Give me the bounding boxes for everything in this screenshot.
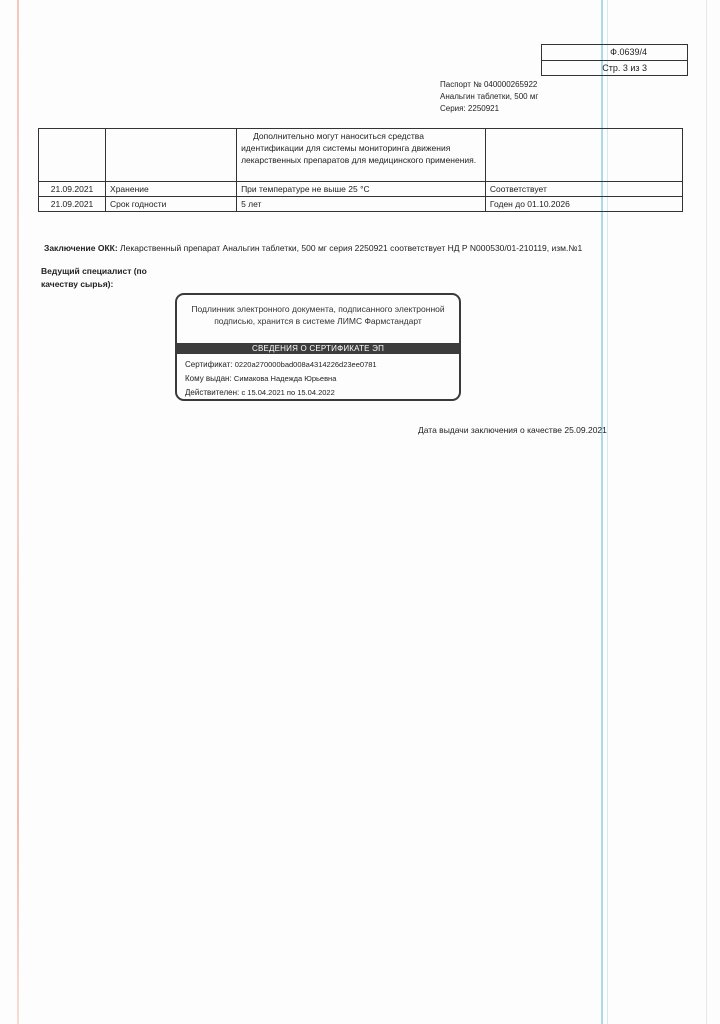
stamp-title: СВЕДЕНИЯ О СЕРТИФИКАТЕ ЭП: [177, 343, 459, 354]
specialist-label: Ведущий специалист (по качеству сырья):: [41, 266, 147, 289]
conclusion-label: Заключение ОКК:: [44, 243, 118, 253]
certificate-label: Сертификат:: [185, 360, 233, 369]
table-row: [39, 129, 683, 182]
issued-to-line: [185, 372, 377, 386]
row-date: 21.09.2021: [39, 182, 106, 197]
passport-number: Паспорт № 040000265922: [440, 80, 538, 89]
form-code: Ф.0639/4: [542, 45, 687, 61]
certificate-line: [185, 358, 377, 372]
form-code-box: [541, 44, 688, 76]
series-number: Серия: 2250921: [440, 104, 500, 113]
stamp-details: [185, 358, 377, 400]
certificate-value: 0220a270000bad008a4314226d23ee0781: [234, 360, 377, 369]
row-requirement: 5 лет: [237, 197, 486, 212]
page-number: Стр. 3 из 3: [602, 63, 647, 73]
table-row: [39, 197, 683, 212]
row-test: Хранение: [106, 182, 237, 197]
scan-artifact-gray: [706, 0, 707, 1024]
issued-to-value: Симакова Надежда Юрьевна: [233, 374, 337, 383]
test-results-table: [38, 128, 683, 212]
conclusion-text: Лекарственный препарат Анальгин таблетки, 500 мг серия 2250921 соответствует НД Р N000530/01-210119, изм.№1: [117, 243, 583, 253]
row-result: Соответствует: [485, 182, 682, 197]
row-test: Срок годности: [106, 197, 237, 212]
stamp-note: Подлинник электронного документа, подписанного электронной подписью, хранится в системе ЛИМС Фармстандарт: [191, 304, 445, 326]
valid-label: Действителен:: [185, 388, 240, 397]
valid-line: [185, 386, 377, 400]
row-requirement: При температуре не выше 25 °С: [237, 182, 486, 197]
table-row: [39, 182, 683, 197]
row-date: 21.09.2021: [39, 197, 106, 212]
scan-artifact-red: [17, 0, 19, 1024]
qc-conclusion: [44, 242, 584, 255]
product-name: Анальгин таблетки, 500 мг: [440, 92, 539, 101]
issue-date: Дата выдачи заключения о качестве 25.09.2021: [418, 425, 607, 435]
row-result: Годен до 01.10.2026: [485, 197, 682, 212]
extra-identification-text: Дополнительно могут наноситься средства идентификации для системы мониторинга движения лекарственных препаратов для медицинского применения.: [237, 129, 486, 182]
issued-to-label: Кому выдан:: [185, 374, 232, 383]
valid-value: с 15.04.2021 по 15.04.2022: [241, 388, 335, 397]
e-signature-stamp: [175, 293, 461, 401]
passport-info: [440, 79, 538, 115]
